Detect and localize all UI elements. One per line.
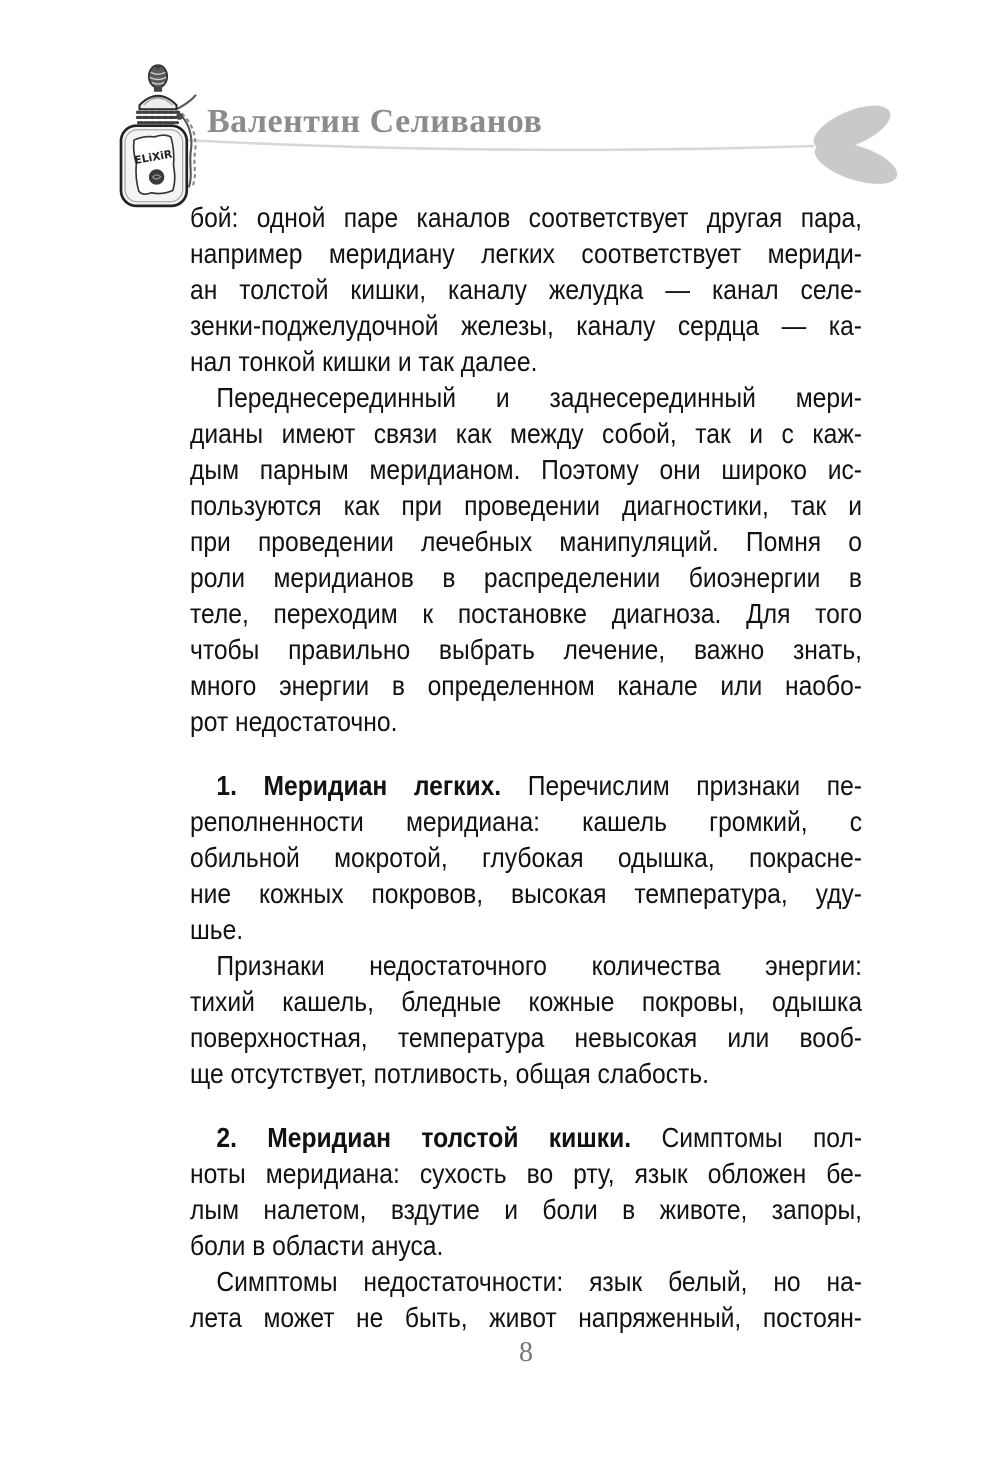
text-line: нал тонкой кишки и так далее. [190, 346, 538, 377]
text-line: дианы имеют связи как между собой, так и с каж- [190, 418, 863, 449]
bottle-lid [139, 96, 176, 109]
text-line: теле, переходим к постановке диагноза. Для того [190, 598, 863, 629]
pinecone-stopper-icon [149, 65, 168, 92]
text-line [190, 768, 862, 804]
text-line: шье. [190, 914, 244, 945]
text-line: ан толстой кишки, каналу желудка — канал селе- [190, 274, 863, 305]
text-line: лым налетом, вздутие и боли в животе, запоры, [190, 1194, 863, 1225]
text-line: обильной мокротой, глубокая одышка, покрасне- [190, 842, 863, 873]
text-line: чтобы правильно выбрать лечение, важно знать, [190, 634, 863, 665]
text-line: реполненности меридиана: кашель громкий, с [190, 806, 863, 837]
paragraph [190, 1264, 862, 1336]
bottle-label [132, 135, 175, 195]
text-line: Переднесерединный и заднесерединный мери- [216, 382, 863, 413]
text-line: пользуются как при проведении диагностики, так и [190, 490, 863, 521]
body-text [190, 200, 862, 1336]
section-heading: 1. Меридиан легких. [216, 770, 502, 801]
text-line: много энергии в определенном канале или наобо- [190, 670, 863, 701]
twine-knot [176, 113, 183, 120]
text-line: зенки-поджелудочной железы, каналу сердца — ка- [190, 310, 863, 341]
bottle-label-text: ELiXiR [133, 147, 174, 167]
twine-wraps [137, 112, 178, 122]
text-line: дым парным меридианом. Поэтому они широко ис- [190, 454, 863, 485]
text-line: рот недостаточно. [190, 706, 398, 737]
running-head-author: Валентин Селиванов [207, 103, 543, 140]
elixir-bottle-illustration [110, 64, 206, 210]
text-line: поверхностная, температура невысокая или вооб- [190, 1022, 863, 1053]
header-rule-line [184, 140, 814, 150]
section-heading: 2. Меридиан толстой кишки. [216, 1122, 632, 1153]
text-line [190, 1120, 862, 1156]
text-line: Признаки недостаточного количества энергии: [216, 950, 863, 981]
paragraph [190, 768, 862, 948]
text-line: при проведении лечебных манипуляций. Помня о [190, 526, 863, 557]
text-line: тихий кашель, бледные кожные покровы, одышка [190, 986, 863, 1017]
text-line: например меридиану легких соответствует мериди- [190, 238, 863, 269]
paragraph [190, 948, 862, 1092]
text-line: бой: одной паре каналов соответствует другая пара, [190, 202, 863, 233]
text-line: боли в области ануса. [190, 1230, 444, 1261]
paragraph [190, 200, 862, 380]
text-line: ние кожных покровов, высокая температура, уду- [190, 878, 863, 909]
text-line: ноты меридиана: сухость во рту, язык обложен бе- [190, 1158, 863, 1189]
text-line-rest: Перечислим признаки пе- [501, 770, 863, 801]
text-line-rest: Симптомы пол- [631, 1122, 863, 1153]
text-line: ще отсутствует, потливость, общая слабость. [190, 1058, 709, 1089]
page-number: 8 [519, 1337, 533, 1368]
paragraph [190, 1120, 862, 1264]
paragraph [190, 380, 862, 740]
text-line: роли меридианов в распределении биоэнергии в [190, 562, 863, 593]
text-line: лета может не быть, живот напряженный, постоян- [190, 1302, 863, 1333]
leaf-flourish-icon [808, 100, 903, 190]
text-line: Симптомы недостаточности: язык белый, но на- [216, 1266, 863, 1297]
